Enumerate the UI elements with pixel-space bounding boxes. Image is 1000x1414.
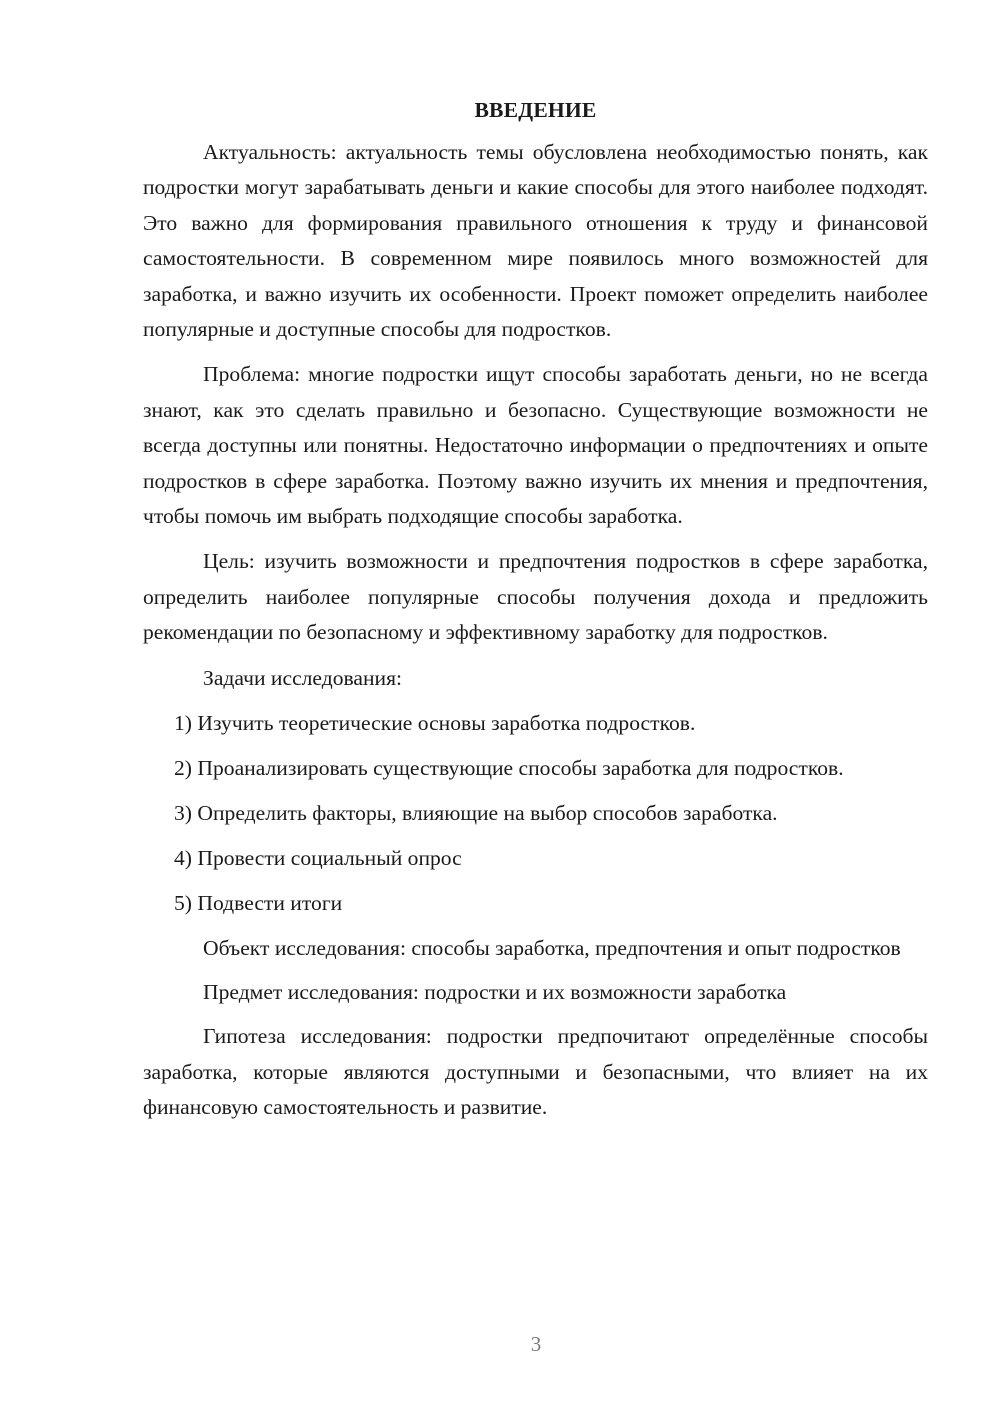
task-item-5: 5) Подвести итоги: [174, 890, 343, 915]
tasks-heading: Задачи исследования:: [203, 665, 403, 690]
object-paragraph: Объект исследования: способы заработка, предпочтения и опыт подростков: [203, 935, 901, 960]
goal-paragraph: Цель: изучить возможности и предпочтения подростков в сфере заработка, определить наиболее популярные способы получения дохода и предложить рекомендации по безопасному и эффективному заработку для подростков.: [143, 549, 928, 645]
task-item-2: 2) Проанализировать существующие способы заработка для подростков.: [174, 756, 844, 780]
page-title: ВВЕДЕНИЕ: [474, 98, 597, 122]
page-content: [143, 92, 928, 1136]
task-item-3: 3) Определить факторы, влияющие на выбор способов заработка.: [174, 800, 778, 825]
task-item-1: 1) Изучить теоретические основы заработка подростков.: [174, 711, 696, 736]
relevance-paragraph: Актуальность: актуальность темы обусловлена необходимостью понять, как подростки могут зарабатывать деньги и какие способы для этого наиболее подходят. Это важно для формирования правильного отношения к труду и финансовой самостоятельности. В современном мире появилось много возможностей для заработка, и важно изучить их особенности. Проект поможет определить наиболее популярные и доступные способы для подростков.: [143, 140, 928, 342]
subject-paragraph: Предмет исследования: подростки и их возможности заработка: [203, 980, 787, 1005]
page-number: 3: [530, 1332, 542, 1356]
task-item-4: 4) Провести социальный опрос: [174, 845, 462, 870]
hypothesis-paragraph: Гипотеза исследования: подростки предпочитают определённые способы заработка, которые являются доступными и безопасными, что влияет на их финансовую самостоятельность и развитие.: [143, 1024, 928, 1120]
problem-paragraph: Проблема: многие подростки ищут способы заработать деньги, но не всегда знают, как это сделать правильно и безопасно. Существующие возможности не всегда доступны или понятны. Недостаточно информации о предпочтениях и опыте подростков в сфере заработка. Поэтому важно изучить их мнения и предпочтения, чтобы помочь им выбрать подходящие способы заработка.: [143, 362, 928, 529]
